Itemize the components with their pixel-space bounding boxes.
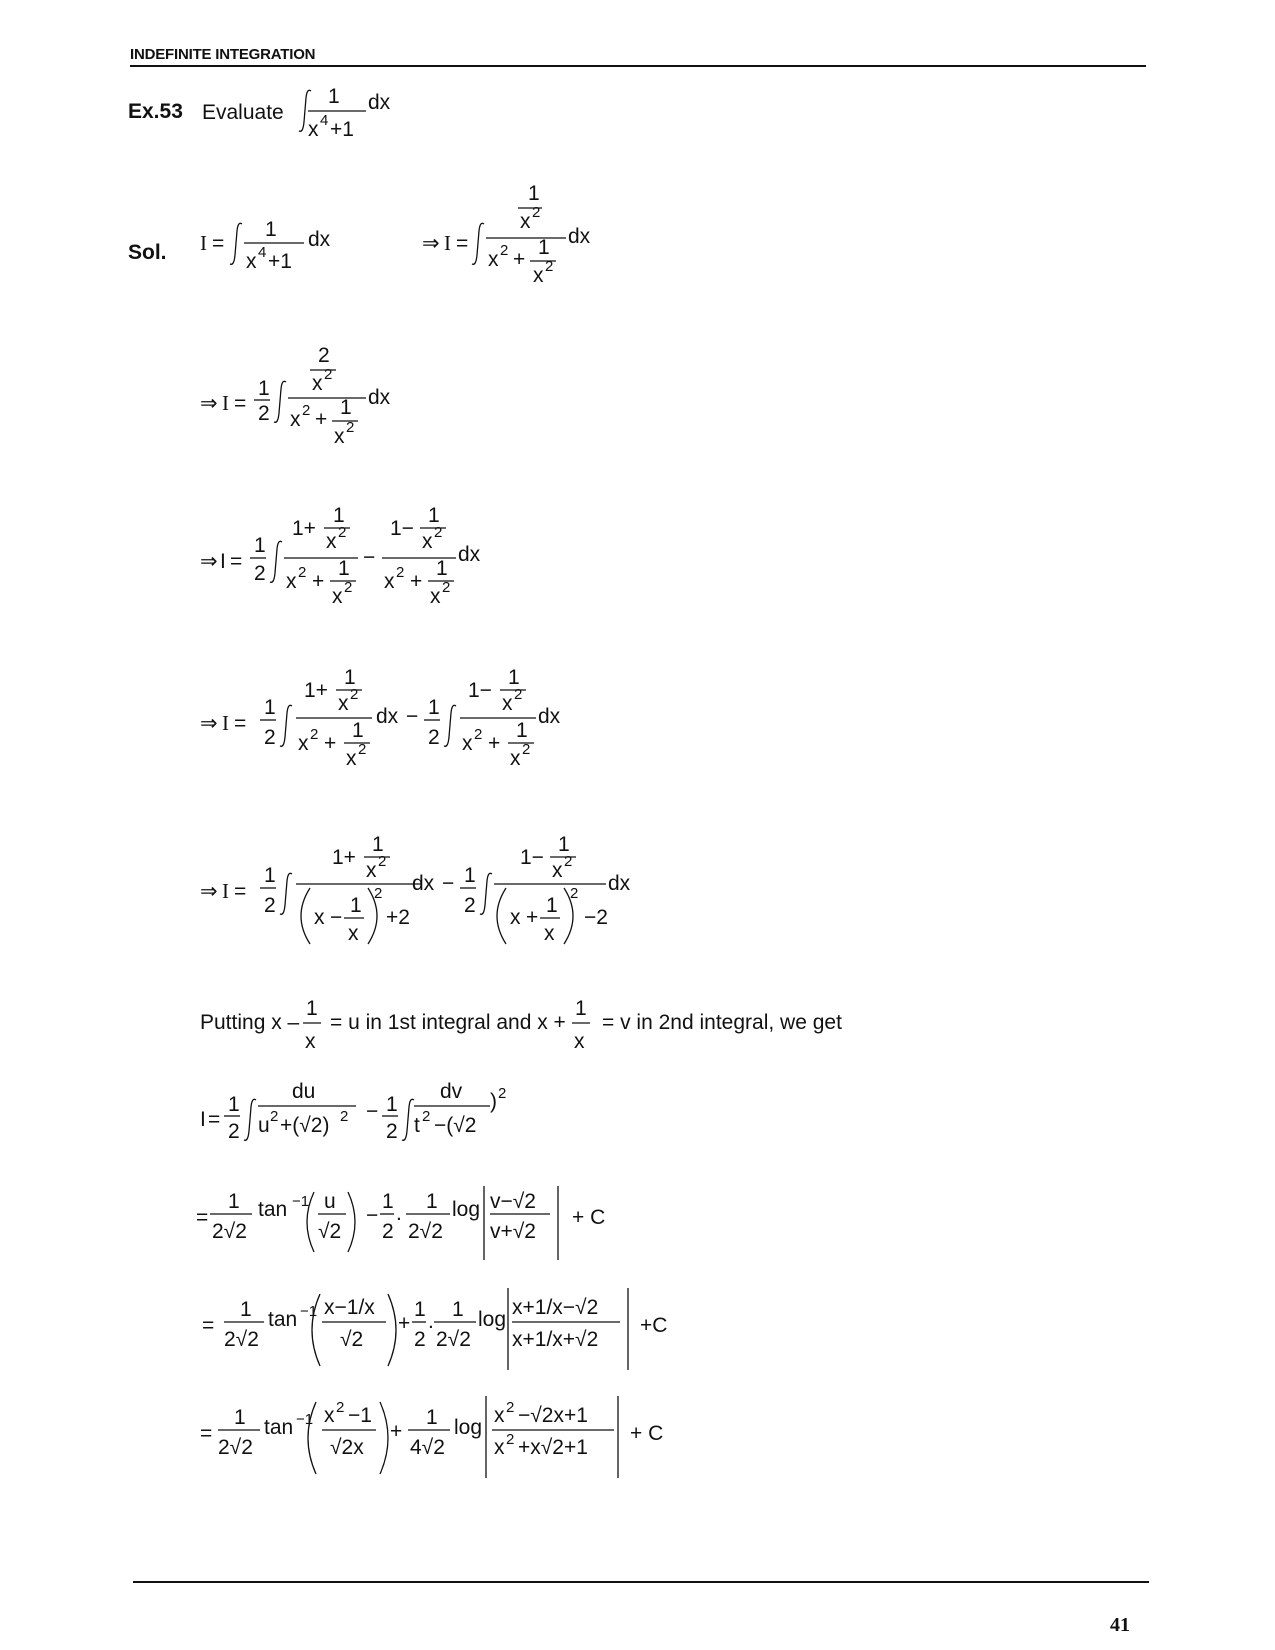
svg-text:x−1/x: x−1/x xyxy=(324,1296,375,1319)
svg-text:⇒: ⇒ xyxy=(200,879,218,903)
svg-text:x: x xyxy=(246,250,257,273)
svg-text:+: + xyxy=(390,1420,403,1443)
svg-text:+: + xyxy=(410,570,423,593)
svg-text:1: 1 xyxy=(558,833,570,856)
svg-text:x: x xyxy=(290,408,301,431)
svg-text:tan: tan xyxy=(268,1308,298,1331)
svg-text:1: 1 xyxy=(414,1298,426,1321)
svg-text:v−√2: v−√2 xyxy=(490,1190,536,1213)
svg-text:1: 1 xyxy=(264,864,276,887)
substitution-fraction-2 xyxy=(571,994,595,1056)
step-3 xyxy=(200,500,520,625)
substitution-text-2: = u in 1st integral and x + xyxy=(330,1011,566,1034)
svg-text:=: = xyxy=(230,550,243,573)
svg-text:x: x xyxy=(544,922,555,945)
step-6 xyxy=(200,1074,540,1164)
svg-text:=: = xyxy=(200,1422,213,1445)
svg-text:2: 2 xyxy=(344,579,353,596)
svg-text:=: = xyxy=(456,232,469,255)
svg-text:+1: +1 xyxy=(330,118,354,141)
svg-text:2: 2 xyxy=(500,242,509,259)
svg-text:1: 1 xyxy=(452,1298,464,1321)
svg-text:2: 2 xyxy=(506,1399,515,1416)
svg-text:x: x xyxy=(533,264,544,287)
svg-text:.: . xyxy=(396,1202,402,1225)
svg-text:2: 2 xyxy=(258,402,270,425)
svg-text:x: x xyxy=(462,732,473,755)
svg-text:2: 2 xyxy=(564,853,573,870)
svg-text:2: 2 xyxy=(338,524,347,541)
svg-text:x: x xyxy=(305,1030,316,1053)
svg-text:x: x xyxy=(348,922,359,945)
svg-text:+: + xyxy=(513,248,526,271)
svg-text:1: 1 xyxy=(340,396,352,419)
svg-text:2: 2 xyxy=(474,726,483,743)
step-8 xyxy=(200,1286,680,1376)
page-number: 41 xyxy=(1110,1614,1130,1636)
svg-text:2: 2 xyxy=(318,344,330,367)
svg-text:−: − xyxy=(330,906,343,929)
svg-text:2: 2 xyxy=(422,1108,431,1125)
svg-text:2: 2 xyxy=(302,402,311,419)
svg-text:x: x xyxy=(510,747,521,770)
svg-text:x: x xyxy=(334,425,345,448)
svg-text:x: x xyxy=(326,530,337,553)
svg-text:1−: 1− xyxy=(520,846,544,869)
solution-label: Sol. xyxy=(128,241,167,264)
svg-text:−: − xyxy=(363,546,376,569)
svg-text:x: x xyxy=(332,585,343,608)
svg-text:−(√2: −(√2 xyxy=(434,1114,477,1137)
svg-text:⇒: ⇒ xyxy=(200,711,218,735)
svg-text:dv: dv xyxy=(440,1080,463,1103)
svg-text:1: 1 xyxy=(240,1298,252,1321)
svg-text:x: x xyxy=(502,692,513,715)
svg-text:I: I xyxy=(220,550,226,573)
svg-text:I: I xyxy=(222,391,229,415)
example-integral xyxy=(290,78,410,148)
svg-text:2: 2 xyxy=(570,885,579,902)
svg-text:x: x xyxy=(346,747,357,770)
svg-text:2: 2 xyxy=(414,1328,426,1351)
svg-text:2: 2 xyxy=(378,853,387,870)
svg-text:1: 1 xyxy=(265,218,277,241)
svg-text:dx: dx xyxy=(308,228,331,251)
svg-text:dx: dx xyxy=(568,225,591,248)
svg-text:2: 2 xyxy=(464,894,476,917)
svg-text:x+1/x−√2: x+1/x−√2 xyxy=(512,1296,599,1319)
svg-text:2: 2 xyxy=(358,741,367,758)
svg-text:dx: dx xyxy=(608,872,631,895)
svg-text:1: 1 xyxy=(234,1406,246,1429)
step-4 xyxy=(200,666,580,791)
svg-text:u: u xyxy=(258,1114,270,1137)
svg-text:1: 1 xyxy=(382,1190,394,1213)
svg-text:=: = xyxy=(212,232,225,255)
svg-text:2: 2 xyxy=(310,726,319,743)
svg-text:2√2: 2√2 xyxy=(212,1220,247,1243)
svg-text:1: 1 xyxy=(516,719,528,742)
svg-text:=: = xyxy=(202,1314,215,1337)
svg-text:): ) xyxy=(490,1090,497,1113)
svg-text:+2: +2 xyxy=(386,906,410,929)
svg-text:1: 1 xyxy=(428,504,440,527)
svg-text:x: x xyxy=(430,585,441,608)
svg-text:dx: dx xyxy=(368,91,391,114)
svg-text:2: 2 xyxy=(532,204,541,221)
example-label: Ex.53 xyxy=(128,100,183,123)
svg-text:x: x xyxy=(488,248,499,271)
svg-text:=: = xyxy=(208,1108,221,1131)
svg-text:x: x xyxy=(308,118,319,141)
svg-text:1+: 1+ xyxy=(292,517,316,540)
svg-text:dx: dx xyxy=(368,386,391,409)
svg-text:2√2: 2√2 xyxy=(436,1328,471,1351)
svg-text:x: x xyxy=(494,1404,505,1427)
svg-text:+: + xyxy=(526,906,539,929)
svg-text:1: 1 xyxy=(546,894,558,917)
svg-text:+(√2): +(√2) xyxy=(280,1114,330,1137)
svg-text:−1: −1 xyxy=(348,1404,372,1427)
svg-text:+: + xyxy=(488,732,501,755)
svg-text:=: = xyxy=(234,712,247,735)
svg-text:−1: −1 xyxy=(300,1303,318,1320)
svg-text:+: + xyxy=(324,732,337,755)
svg-text:2: 2 xyxy=(346,419,355,436)
svg-text:1: 1 xyxy=(464,864,476,887)
svg-text:t: t xyxy=(414,1114,420,1137)
svg-text:x: x xyxy=(312,372,323,395)
example-prompt: Evaluate xyxy=(202,101,284,124)
svg-text:⇒: ⇒ xyxy=(422,231,440,255)
svg-text:2: 2 xyxy=(514,686,523,703)
svg-text:2: 2 xyxy=(264,726,276,749)
svg-text:+: + xyxy=(312,570,325,593)
svg-text:2√2: 2√2 xyxy=(408,1220,443,1243)
substitution-text-3: = v in 2nd integral, we get xyxy=(602,1011,842,1034)
svg-text:+1: +1 xyxy=(268,250,292,273)
svg-text:x: x xyxy=(314,906,325,929)
svg-text:dx: dx xyxy=(376,705,399,728)
svg-text:1: 1 xyxy=(228,1093,240,1116)
svg-text:2: 2 xyxy=(506,1431,515,1448)
svg-text:+: + xyxy=(398,1312,411,1335)
svg-text:1−: 1− xyxy=(390,517,414,540)
step-9 xyxy=(200,1394,680,1484)
svg-text:1: 1 xyxy=(426,1406,438,1429)
svg-text:1: 1 xyxy=(328,85,340,108)
svg-text:x: x xyxy=(520,210,531,233)
svg-text:2√2: 2√2 xyxy=(218,1436,253,1459)
svg-text:1−: 1− xyxy=(468,679,492,702)
svg-text:2: 2 xyxy=(498,1085,507,1102)
svg-text:x: x xyxy=(422,530,433,553)
svg-text:+x√2+1: +x√2+1 xyxy=(518,1436,588,1459)
svg-text:2: 2 xyxy=(336,1399,345,1416)
svg-text:1: 1 xyxy=(436,557,448,580)
svg-text:=: = xyxy=(234,392,247,415)
svg-text:I: I xyxy=(200,1108,206,1131)
svg-text:dx: dx xyxy=(458,543,481,566)
svg-text:1: 1 xyxy=(372,833,384,856)
svg-text:2: 2 xyxy=(298,564,307,581)
svg-text:tan: tan xyxy=(264,1416,294,1439)
svg-text:=: = xyxy=(196,1206,209,1229)
svg-text:1: 1 xyxy=(333,504,345,527)
svg-text:1: 1 xyxy=(344,666,356,689)
svg-text:2: 2 xyxy=(522,741,531,758)
svg-text:1: 1 xyxy=(528,182,540,205)
step-7 xyxy=(196,1178,636,1268)
svg-text:2: 2 xyxy=(386,1120,398,1143)
svg-text:2: 2 xyxy=(442,579,451,596)
svg-text:dx: dx xyxy=(538,705,561,728)
svg-text:⇒: ⇒ xyxy=(200,391,218,415)
step-1 xyxy=(200,178,620,298)
svg-text:x: x xyxy=(574,1030,585,1053)
svg-text:−: − xyxy=(366,1204,379,1227)
svg-text:+ C: + C xyxy=(572,1206,606,1229)
svg-text:2: 2 xyxy=(270,1108,279,1125)
svg-text:2√2: 2√2 xyxy=(224,1328,259,1351)
svg-text:1: 1 xyxy=(338,557,350,580)
svg-text:1: 1 xyxy=(508,666,520,689)
svg-text:x: x xyxy=(384,570,395,593)
svg-text:−: − xyxy=(366,1100,379,1123)
header-divider xyxy=(130,65,1146,67)
svg-text:−1: −1 xyxy=(292,1193,310,1210)
svg-text:4: 4 xyxy=(320,112,329,129)
step-2 xyxy=(200,340,460,460)
svg-text:2: 2 xyxy=(374,885,383,902)
svg-text:1: 1 xyxy=(575,997,587,1020)
svg-text:log: log xyxy=(452,1198,481,1221)
svg-text:2: 2 xyxy=(254,562,266,585)
svg-text:1: 1 xyxy=(254,534,266,557)
svg-text:x: x xyxy=(552,859,563,882)
substitution-text-1: Putting x – xyxy=(200,1011,300,1034)
svg-text:v+√2: v+√2 xyxy=(490,1220,536,1243)
svg-text:x: x xyxy=(324,1404,335,1427)
svg-text:−: − xyxy=(442,872,455,895)
svg-text:tan: tan xyxy=(258,1198,288,1221)
substitution-fraction-1 xyxy=(302,994,326,1056)
svg-text:2: 2 xyxy=(264,894,276,917)
chapter-title: INDEFINITE INTEGRATION xyxy=(130,46,316,63)
svg-text:1+: 1+ xyxy=(332,846,356,869)
svg-text:1: 1 xyxy=(306,997,318,1020)
svg-text:2: 2 xyxy=(340,1108,349,1125)
footer-divider xyxy=(133,1581,1149,1583)
svg-text:1: 1 xyxy=(228,1190,240,1213)
svg-text:dx: dx xyxy=(412,872,435,895)
svg-text:x: x xyxy=(286,570,297,593)
svg-text:x+1/x+√2: x+1/x+√2 xyxy=(512,1328,599,1351)
svg-text:x: x xyxy=(366,859,377,882)
svg-text:log: log xyxy=(478,1308,507,1331)
svg-text:√2: √2 xyxy=(340,1328,364,1351)
svg-text:1: 1 xyxy=(258,377,270,400)
svg-text:x: x xyxy=(338,692,349,715)
svg-text:1: 1 xyxy=(352,719,364,742)
svg-text:2: 2 xyxy=(428,726,440,749)
svg-text:4: 4 xyxy=(258,244,267,261)
svg-text:−1: −1 xyxy=(296,1411,314,1428)
svg-text:1: 1 xyxy=(350,894,362,917)
svg-text:+ C: + C xyxy=(630,1422,664,1445)
svg-text:1: 1 xyxy=(428,696,440,719)
svg-text:1: 1 xyxy=(538,236,550,259)
svg-text:1: 1 xyxy=(386,1093,398,1116)
svg-text:⇒: ⇒ xyxy=(200,549,218,573)
svg-text:I: I xyxy=(444,231,451,255)
svg-text:−2: −2 xyxy=(584,906,608,929)
svg-text:2: 2 xyxy=(396,564,405,581)
svg-text:2: 2 xyxy=(382,1220,394,1243)
svg-text:√2x: √2x xyxy=(330,1436,364,1459)
svg-text:du: du xyxy=(292,1080,316,1103)
svg-text:2: 2 xyxy=(545,258,554,275)
svg-text:x: x xyxy=(510,906,521,929)
svg-text:x: x xyxy=(494,1436,505,1459)
svg-text:log: log xyxy=(454,1416,483,1439)
svg-text:.: . xyxy=(428,1310,434,1333)
svg-text:+C: +C xyxy=(640,1314,668,1337)
svg-text:−: − xyxy=(406,705,419,728)
svg-text:4√2: 4√2 xyxy=(410,1436,445,1459)
svg-text:u: u xyxy=(324,1190,336,1213)
svg-text:1: 1 xyxy=(264,696,276,719)
svg-text:1+: 1+ xyxy=(304,679,328,702)
svg-text:√2: √2 xyxy=(318,1220,342,1243)
svg-text:I: I xyxy=(222,711,229,735)
svg-text:2: 2 xyxy=(228,1120,240,1143)
svg-text:+: + xyxy=(315,408,328,431)
step-5 xyxy=(200,832,660,982)
svg-text:−√2x+1: −√2x+1 xyxy=(518,1404,588,1427)
svg-text:=: = xyxy=(234,880,247,903)
svg-text:1: 1 xyxy=(426,1190,438,1213)
svg-text:I: I xyxy=(200,231,207,255)
svg-text:I: I xyxy=(222,879,229,903)
svg-text:x: x xyxy=(298,732,309,755)
svg-text:2: 2 xyxy=(324,366,333,383)
svg-text:2: 2 xyxy=(350,686,359,703)
svg-text:2: 2 xyxy=(434,524,443,541)
